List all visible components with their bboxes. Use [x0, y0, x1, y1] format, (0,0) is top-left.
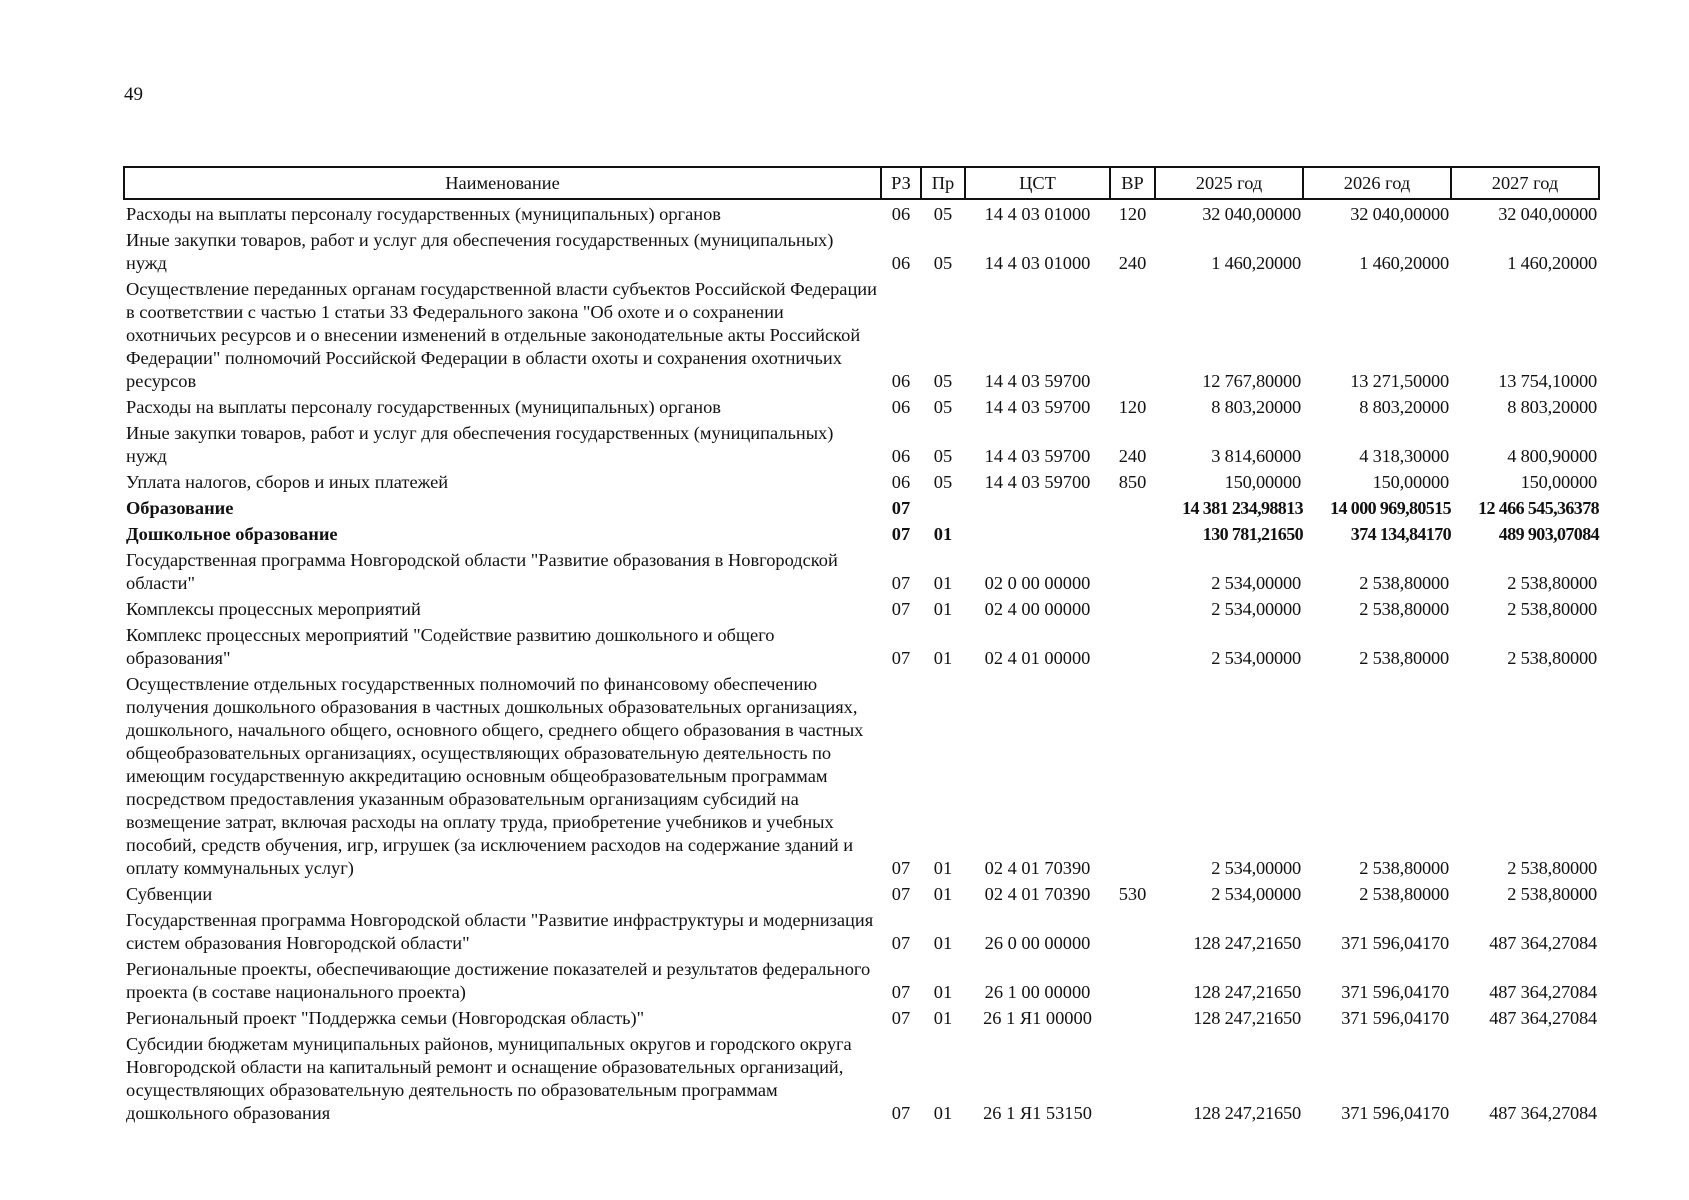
row-cst: 14 4 03 59700 [984, 446, 1091, 466]
row-name: Региональные проекты, обеспечивающие достижение показателей и результатов федерального проекта (в составе национального проекта) [126, 959, 871, 1002]
row-name: Региональный проект "Поддержка семьи (Новгородская область)" [126, 1008, 645, 1028]
row-amount-2026: 371 596,04170 [1341, 1103, 1449, 1123]
row-amount-2025: 130 781,21650 [1202, 524, 1303, 544]
row-pr: 05 [933, 472, 953, 492]
row-pr [921, 494, 965, 520]
table-row [124, 546, 1599, 595]
row-rz: 06 [891, 397, 911, 417]
row-pr: 01 [933, 1103, 953, 1123]
row-vr: 850 [1118, 472, 1147, 492]
row-amount-2025: 12 767,80000 [1202, 371, 1301, 391]
row-vr: 120 [1118, 397, 1147, 417]
row-name: Комплекс процессных мероприятий "Содействие развитию дошкольного и общего образования" [126, 625, 775, 668]
row-amount-2025: 128 247,21650 [1193, 1008, 1301, 1028]
row-amount-2026: 150,00000 [1372, 472, 1449, 492]
row-rz: 07 [891, 648, 911, 668]
row-cst: 14 4 03 01000 [984, 253, 1091, 273]
table-row [124, 1004, 1599, 1030]
row-amount-2026: 2 538,80000 [1359, 858, 1449, 878]
row-amount-2025: 2 534,00000 [1211, 858, 1301, 878]
row-amount-2027: 487 364,27084 [1489, 1008, 1597, 1028]
row-pr: 05 [933, 371, 953, 391]
row-rz: 06 [891, 204, 911, 224]
row-amount-2027: 12 466 545,36378 [1478, 498, 1599, 518]
row-rz: 07 [891, 599, 911, 619]
row-amount-2026: 374 134,84170 [1350, 524, 1451, 544]
header-2027: 2027 год [1451, 167, 1599, 199]
row-amount-2027: 487 364,27084 [1489, 933, 1597, 953]
row-vr [1110, 955, 1155, 1004]
row-name: Уплата налогов, сборов и иных платежей [126, 472, 449, 492]
row-cst: 26 1 00 00000 [984, 982, 1091, 1002]
row-rz: 07 [891, 498, 911, 518]
row-amount-2025: 14 381 234,98813 [1182, 498, 1303, 518]
row-name: Государственная программа Новгородской области "Развитие образования в Новгородской области" [126, 550, 838, 593]
row-amount-2025: 1 460,20000 [1211, 253, 1301, 273]
row-pr: 01 [933, 933, 953, 953]
table-row [124, 275, 1599, 393]
row-pr: 05 [933, 204, 953, 224]
row-amount-2027: 150,00000 [1520, 472, 1597, 492]
row-amount-2027: 1 460,20000 [1507, 253, 1597, 273]
row-amount-2026: 2 538,80000 [1359, 599, 1449, 619]
row-amount-2026: 13 271,50000 [1350, 371, 1449, 391]
row-name: Субсидии бюджетам муниципальных районов, муниципальных округов и городского округа Новгородской области на капитальный ремонт и оснащение образовательных организаций, осуществляющих образовательную деятельность по образовательным программам дошкольного образования [126, 1034, 852, 1123]
row-name: Расходы на выплаты персоналу государственных (муниципальных) органов [126, 204, 721, 224]
row-vr: 120 [1118, 204, 1147, 224]
table-row [124, 419, 1599, 468]
row-amount-2026: 371 596,04170 [1341, 1008, 1449, 1028]
header-pr: Пр [921, 167, 965, 199]
row-pr: 01 [933, 524, 953, 544]
row-amount-2026: 1 460,20000 [1359, 253, 1449, 273]
row-amount-2027: 2 538,80000 [1507, 648, 1597, 668]
row-vr [1110, 275, 1155, 393]
row-amount-2025: 2 534,00000 [1211, 573, 1301, 593]
row-amount-2026: 2 538,80000 [1359, 573, 1449, 593]
row-amount-2026: 2 538,80000 [1359, 884, 1449, 904]
row-rz: 06 [891, 253, 911, 273]
row-amount-2026: 8 803,20000 [1359, 397, 1449, 417]
row-name: Дошкольное образование [126, 524, 338, 544]
row-pr: 01 [933, 648, 953, 668]
row-pr: 01 [933, 982, 953, 1002]
row-cst [965, 520, 1110, 546]
table-row [124, 199, 1599, 226]
row-amount-2027: 2 538,80000 [1507, 884, 1597, 904]
row-cst: 02 4 01 70390 [984, 858, 1091, 878]
row-cst: 02 4 01 00000 [984, 648, 1091, 668]
row-amount-2027: 13 754,10000 [1498, 371, 1597, 391]
row-amount-2027: 8 803,20000 [1507, 397, 1597, 417]
row-amount-2026: 371 596,04170 [1341, 982, 1449, 1002]
row-amount-2027: 2 538,80000 [1507, 858, 1597, 878]
row-cst [965, 494, 1110, 520]
row-rz: 06 [891, 472, 911, 492]
row-cst: 26 0 00 00000 [984, 933, 1091, 953]
row-amount-2027: 32 040,00000 [1498, 204, 1597, 224]
row-vr [1110, 494, 1155, 520]
header-cst: ЦСТ [965, 167, 1110, 199]
row-amount-2025: 8 803,20000 [1211, 397, 1301, 417]
table-row [124, 520, 1599, 546]
table-row [124, 906, 1599, 955]
table-row [124, 621, 1599, 670]
row-amount-2025: 128 247,21650 [1193, 982, 1301, 1002]
table-row [124, 494, 1599, 520]
row-name: Образование [126, 498, 234, 518]
row-amount-2025: 2 534,00000 [1211, 648, 1301, 668]
row-rz: 07 [891, 573, 911, 593]
row-rz: 07 [891, 524, 911, 544]
row-amount-2027: 489 903,07084 [1498, 524, 1599, 544]
row-amount-2027: 2 538,80000 [1507, 573, 1597, 593]
row-vr [1110, 906, 1155, 955]
header-2026: 2026 год [1303, 167, 1451, 199]
row-pr: 01 [933, 1008, 953, 1028]
row-pr: 05 [933, 446, 953, 466]
row-rz: 07 [891, 933, 911, 953]
row-rz: 07 [891, 858, 911, 878]
row-amount-2026: 4 318,30000 [1359, 446, 1449, 466]
row-cst: 14 4 03 59700 [984, 397, 1091, 417]
table-row [124, 595, 1599, 621]
row-name: Осуществление отдельных государственных полномочий по финансовому обеспечению получения дошкольного образования в частных дошкольных образовательных организациях, дошкольного, начального общего, основного общего, среднего общего образования в частных общеобразовательных организациях, осуществляющих образовательную деятельность по имеющим государственную аккредитацию основным общеобразовательным программам посредством предоставления указанным образовательным организациям субсидий на возмещение затрат, включая расходы на оплату труда, приобретение учебников и учебных пособий, средств обучения, игр, игрушек (за исключением расходов на содержание зданий и оплату коммунальных услуг) [126, 674, 864, 878]
row-rz: 07 [891, 1103, 911, 1123]
row-name: Комплексы процессных мероприятий [126, 599, 421, 619]
row-amount-2027: 487 364,27084 [1489, 1103, 1597, 1123]
table-row [124, 468, 1599, 494]
row-name: Расходы на выплаты персоналу государственных (муниципальных) органов [126, 397, 721, 417]
row-vr [1110, 595, 1155, 621]
row-name: Субвенции [126, 884, 213, 904]
row-amount-2025: 32 040,00000 [1202, 204, 1301, 224]
row-pr: 05 [933, 397, 953, 417]
row-amount-2027: 4 800,90000 [1507, 446, 1597, 466]
table-row [124, 955, 1599, 1004]
row-vr [1110, 1030, 1155, 1125]
table-row [124, 670, 1599, 880]
row-vr: 240 [1118, 446, 1147, 466]
row-cst: 26 1 Я1 53150 [983, 1103, 1092, 1123]
row-name: Иные закупки товаров, работ и услуг для обеспечения государственных (муниципальных) нужд [126, 423, 834, 466]
header-name: Наименование [124, 167, 881, 199]
row-cst: 26 1 Я1 00000 [983, 1008, 1092, 1028]
table-header [124, 167, 1599, 199]
row-amount-2025: 2 534,00000 [1211, 884, 1301, 904]
table-row [124, 393, 1599, 419]
row-pr: 01 [933, 573, 953, 593]
row-amount-2026: 371 596,04170 [1341, 933, 1449, 953]
row-amount-2027: 2 538,80000 [1507, 599, 1597, 619]
row-cst: 14 4 03 01000 [984, 204, 1091, 224]
row-pr: 05 [933, 253, 953, 273]
row-name: Осуществление переданных органам государственной власти субъектов Российской Федерации в соответствии с частью 1 статьи 33 Федерального закона "Об охоте и о сохранении охотничьих ресурсов и о внесении изменений в отдельные законодательные акты Российской Федерации" полномочий Российской Федерации в области охоты и сохранения охотничьих ресурсов [126, 279, 877, 391]
row-vr [1110, 621, 1155, 670]
row-vr: 530 [1118, 884, 1147, 904]
row-amount-2027: 487 364,27084 [1489, 982, 1597, 1002]
header-vr: ВР [1110, 167, 1155, 199]
row-pr: 01 [933, 884, 953, 904]
row-name: Государственная программа Новгородской области "Развитие инфраструктуры и модернизация систем образования Новгородской области" [126, 910, 874, 953]
row-amount-2026: 14 000 969,80515 [1330, 498, 1451, 518]
row-name: Иные закупки товаров, работ и услуг для обеспечения государственных (муниципальных) нужд [126, 230, 834, 273]
row-amount-2026: 2 538,80000 [1359, 648, 1449, 668]
row-amount-2025: 128 247,21650 [1193, 1103, 1301, 1123]
budget-table [123, 166, 1600, 1125]
row-rz: 07 [891, 982, 911, 1002]
row-vr [1110, 670, 1155, 880]
row-vr [1110, 1004, 1155, 1030]
header-2025: 2025 год [1155, 167, 1303, 199]
row-vr [1110, 546, 1155, 595]
table-row [124, 226, 1599, 275]
header-row [124, 167, 1599, 199]
row-rz: 06 [891, 446, 911, 466]
row-rz: 07 [891, 1008, 911, 1028]
row-cst: 14 4 03 59700 [984, 472, 1091, 492]
table-row [124, 1030, 1599, 1125]
row-amount-2025: 150,00000 [1224, 472, 1301, 492]
header-rz: РЗ [881, 167, 921, 199]
row-cst: 02 0 00 00000 [984, 573, 1091, 593]
row-cst: 14 4 03 59700 [984, 371, 1091, 391]
table-body [124, 199, 1599, 1125]
page-number: 49 [124, 84, 143, 105]
row-amount-2026: 32 040,00000 [1350, 204, 1449, 224]
row-amount-2025: 2 534,00000 [1211, 599, 1301, 619]
row-rz: 06 [891, 371, 911, 391]
row-cst: 02 4 00 00000 [984, 599, 1091, 619]
row-cst: 02 4 01 70390 [984, 884, 1091, 904]
row-amount-2025: 3 814,60000 [1211, 446, 1301, 466]
row-amount-2025: 128 247,21650 [1193, 933, 1301, 953]
table-row [124, 880, 1599, 906]
row-pr: 01 [933, 858, 953, 878]
row-vr: 240 [1118, 253, 1147, 273]
row-vr [1110, 520, 1155, 546]
budget-table-container [123, 166, 1597, 1125]
row-pr: 01 [933, 599, 953, 619]
row-rz: 07 [891, 884, 911, 904]
